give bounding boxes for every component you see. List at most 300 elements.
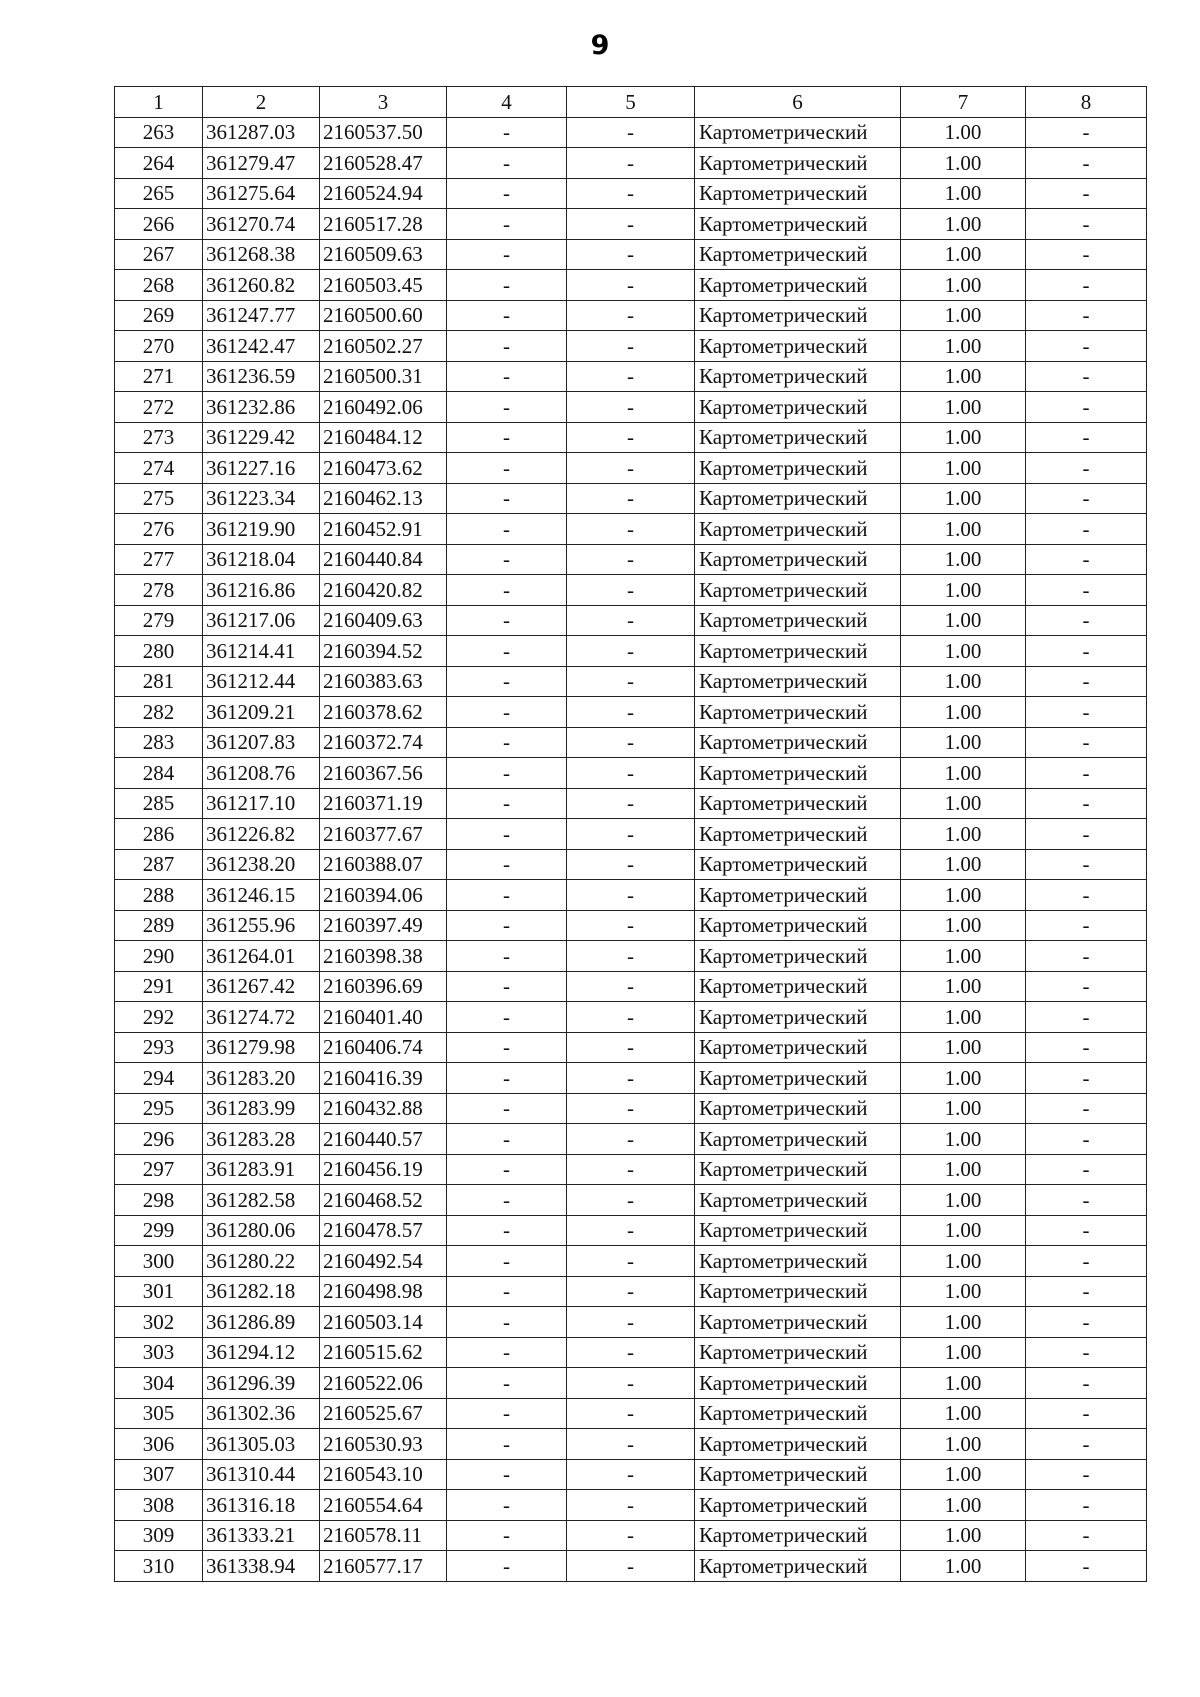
point-number-cell: 307 [115, 1459, 203, 1490]
table-row [115, 1246, 1147, 1277]
x-coordinate-cell: 361282.58 [203, 1185, 320, 1216]
point-number-cell: 265 [115, 178, 203, 209]
accuracy-cell: 1.00 [901, 1032, 1026, 1063]
col5-cell: - [567, 1429, 695, 1460]
y-coordinate-cell: 2160524.94 [320, 178, 447, 209]
x-coordinate-cell: 361238.20 [203, 849, 320, 880]
method-cell: Картометрический [695, 1490, 901, 1521]
col5-cell: - [567, 971, 695, 1002]
col4-cell: - [447, 1124, 567, 1155]
x-coordinate-cell: 361282.18 [203, 1276, 320, 1307]
y-coordinate-cell: 2160517.28 [320, 209, 447, 240]
table-row [115, 270, 1147, 301]
col5-cell: - [567, 148, 695, 179]
table-row [115, 971, 1147, 1002]
point-number-cell: 297 [115, 1154, 203, 1185]
method-cell: Картометрический [695, 1551, 901, 1582]
col4-cell: - [447, 849, 567, 880]
y-coordinate-cell: 2160577.17 [320, 1551, 447, 1582]
table-row [115, 1337, 1147, 1368]
point-number-cell: 296 [115, 1124, 203, 1155]
point-number-cell: 287 [115, 849, 203, 880]
col4-cell: - [447, 148, 567, 179]
col5-cell: - [567, 880, 695, 911]
accuracy-cell: 1.00 [901, 239, 1026, 270]
point-number-cell: 275 [115, 483, 203, 514]
col5-cell: - [567, 1032, 695, 1063]
method-cell: Картометрический [695, 788, 901, 819]
x-coordinate-cell: 361267.42 [203, 971, 320, 1002]
method-cell: Картометрический [695, 605, 901, 636]
point-number-cell: 295 [115, 1093, 203, 1124]
col8-cell: - [1026, 483, 1147, 514]
col8-cell: - [1026, 1459, 1147, 1490]
col5-cell: - [567, 1337, 695, 1368]
y-coordinate-cell: 2160578.11 [320, 1520, 447, 1551]
col5-cell: - [567, 178, 695, 209]
method-cell: Картометрический [695, 636, 901, 667]
accuracy-cell: 1.00 [901, 361, 1026, 392]
table-row [115, 849, 1147, 880]
col8-cell: - [1026, 1398, 1147, 1429]
col8-cell: - [1026, 209, 1147, 240]
col8-cell: - [1026, 1002, 1147, 1033]
col8-cell: - [1026, 1154, 1147, 1185]
x-coordinate-cell: 361283.99 [203, 1093, 320, 1124]
x-coordinate-cell: 361246.15 [203, 880, 320, 911]
accuracy-cell: 1.00 [901, 483, 1026, 514]
method-cell: Картометрический [695, 1459, 901, 1490]
y-coordinate-cell: 2160394.06 [320, 880, 447, 911]
point-number-cell: 288 [115, 880, 203, 911]
col8-cell: - [1026, 697, 1147, 728]
point-number-cell: 309 [115, 1520, 203, 1551]
y-coordinate-cell: 2160371.19 [320, 788, 447, 819]
method-cell: Картометрический [695, 727, 901, 758]
point-number-cell: 268 [115, 270, 203, 301]
col5-cell: - [567, 514, 695, 545]
y-coordinate-cell: 2160432.88 [320, 1093, 447, 1124]
x-coordinate-cell: 361247.77 [203, 300, 320, 331]
col4-cell: - [447, 1459, 567, 1490]
accuracy-cell: 1.00 [901, 392, 1026, 423]
table-row [115, 727, 1147, 758]
col4-cell: - [447, 575, 567, 606]
method-cell: Картометрический [695, 941, 901, 972]
accuracy-cell: 1.00 [901, 1368, 1026, 1399]
table-row [115, 117, 1147, 148]
col4-cell: - [447, 636, 567, 667]
method-cell: Картометрический [695, 1063, 901, 1094]
col4-cell: - [447, 514, 567, 545]
point-number-cell: 280 [115, 636, 203, 667]
col5-cell: - [567, 819, 695, 850]
accuracy-cell: 1.00 [901, 880, 1026, 911]
col8-cell: - [1026, 1337, 1147, 1368]
accuracy-cell: 1.00 [901, 270, 1026, 301]
accuracy-cell: 1.00 [901, 544, 1026, 575]
y-coordinate-cell: 2160554.64 [320, 1490, 447, 1521]
col8-cell: - [1026, 331, 1147, 362]
col4-cell: - [447, 1246, 567, 1277]
point-number-cell: 310 [115, 1551, 203, 1582]
point-number-cell: 282 [115, 697, 203, 728]
y-coordinate-cell: 2160398.38 [320, 941, 447, 972]
y-coordinate-cell: 2160383.63 [320, 666, 447, 697]
col8-cell: - [1026, 910, 1147, 941]
col8-cell: - [1026, 117, 1147, 148]
table-row [115, 239, 1147, 270]
table-row [115, 819, 1147, 850]
point-number-cell: 273 [115, 422, 203, 453]
x-coordinate-cell: 361242.47 [203, 331, 320, 362]
method-cell: Картометрический [695, 1520, 901, 1551]
col5-cell: - [567, 1002, 695, 1033]
point-number-cell: 274 [115, 453, 203, 484]
table-row [115, 422, 1147, 453]
method-cell: Картометрический [695, 1368, 901, 1399]
col8-cell: - [1026, 1246, 1147, 1277]
method-cell: Картометрический [695, 1337, 901, 1368]
x-coordinate-cell: 361219.90 [203, 514, 320, 545]
point-number-cell: 303 [115, 1337, 203, 1368]
col4-cell: - [447, 697, 567, 728]
col5-cell: - [567, 1124, 695, 1155]
point-number-cell: 286 [115, 819, 203, 850]
method-cell: Картометрический [695, 1154, 901, 1185]
point-number-cell: 269 [115, 300, 203, 331]
accuracy-cell: 1.00 [901, 941, 1026, 972]
point-number-cell: 281 [115, 666, 203, 697]
col8-cell: - [1026, 1307, 1147, 1338]
accuracy-cell: 1.00 [901, 300, 1026, 331]
point-number-cell: 277 [115, 544, 203, 575]
accuracy-cell: 1.00 [901, 514, 1026, 545]
y-coordinate-cell: 2160377.67 [320, 819, 447, 850]
table-row [115, 910, 1147, 941]
table-row [115, 392, 1147, 423]
y-coordinate-cell: 2160420.82 [320, 575, 447, 606]
table-row [115, 636, 1147, 667]
x-coordinate-cell: 361280.06 [203, 1215, 320, 1246]
col4-cell: - [447, 1185, 567, 1216]
method-cell: Картометрический [695, 1093, 901, 1124]
x-coordinate-cell: 361296.39 [203, 1368, 320, 1399]
col4-cell: - [447, 1002, 567, 1033]
point-number-cell: 267 [115, 239, 203, 270]
col5-cell: - [567, 1490, 695, 1521]
col8-cell: - [1026, 514, 1147, 545]
method-cell: Картометрический [695, 1215, 901, 1246]
col8-cell: - [1026, 971, 1147, 1002]
col5-cell: - [567, 209, 695, 240]
y-coordinate-cell: 2160462.13 [320, 483, 447, 514]
point-number-cell: 299 [115, 1215, 203, 1246]
col5-cell: - [567, 1307, 695, 1338]
point-number-cell: 264 [115, 148, 203, 179]
table-row [115, 1185, 1147, 1216]
y-coordinate-cell: 2160394.52 [320, 636, 447, 667]
page-number: 9 [590, 30, 610, 61]
x-coordinate-cell: 361226.82 [203, 819, 320, 850]
y-coordinate-cell: 2160492.06 [320, 392, 447, 423]
method-cell: Картометрический [695, 1185, 901, 1216]
col5-cell: - [567, 636, 695, 667]
x-coordinate-cell: 361260.82 [203, 270, 320, 301]
col8-cell: - [1026, 1368, 1147, 1399]
col8-cell: - [1026, 544, 1147, 575]
y-coordinate-cell: 2160440.57 [320, 1124, 447, 1155]
point-number-cell: 284 [115, 758, 203, 789]
method-cell: Картометрический [695, 453, 901, 484]
col4-cell: - [447, 453, 567, 484]
table-row [115, 941, 1147, 972]
method-cell: Картометрический [695, 331, 901, 362]
col4-cell: - [447, 1520, 567, 1551]
column-header: 6 [695, 87, 901, 118]
col8-cell: - [1026, 270, 1147, 301]
col5-cell: - [567, 1368, 695, 1399]
point-number-cell: 289 [115, 910, 203, 941]
col5-cell: - [567, 392, 695, 423]
method-cell: Картометрический [695, 1032, 901, 1063]
table-row [115, 1459, 1147, 1490]
col5-cell: - [567, 453, 695, 484]
table-row [115, 1154, 1147, 1185]
col4-cell: - [447, 1063, 567, 1094]
point-number-cell: 266 [115, 209, 203, 240]
table-row [115, 1093, 1147, 1124]
col8-cell: - [1026, 300, 1147, 331]
table-row [115, 1215, 1147, 1246]
point-number-cell: 279 [115, 605, 203, 636]
y-coordinate-cell: 2160503.45 [320, 270, 447, 301]
point-number-cell: 271 [115, 361, 203, 392]
col8-cell: - [1026, 178, 1147, 209]
col4-cell: - [447, 1368, 567, 1399]
col4-cell: - [447, 117, 567, 148]
col8-cell: - [1026, 666, 1147, 697]
col8-cell: - [1026, 941, 1147, 972]
col8-cell: - [1026, 605, 1147, 636]
accuracy-cell: 1.00 [901, 422, 1026, 453]
table-row [115, 788, 1147, 819]
accuracy-cell: 1.00 [901, 1154, 1026, 1185]
accuracy-cell: 1.00 [901, 788, 1026, 819]
y-coordinate-cell: 2160498.98 [320, 1276, 447, 1307]
col4-cell: - [447, 788, 567, 819]
x-coordinate-cell: 361229.42 [203, 422, 320, 453]
table-header-row [115, 87, 1147, 118]
col5-cell: - [567, 910, 695, 941]
col4-cell: - [447, 727, 567, 758]
col4-cell: - [447, 300, 567, 331]
accuracy-cell: 1.00 [901, 1307, 1026, 1338]
point-number-cell: 276 [115, 514, 203, 545]
y-coordinate-cell: 2160440.84 [320, 544, 447, 575]
method-cell: Картометрический [695, 575, 901, 606]
accuracy-cell: 1.00 [901, 331, 1026, 362]
col4-cell: - [447, 361, 567, 392]
accuracy-cell: 1.00 [901, 453, 1026, 484]
col4-cell: - [447, 1398, 567, 1429]
table-row [115, 1520, 1147, 1551]
col4-cell: - [447, 819, 567, 850]
accuracy-cell: 1.00 [901, 1337, 1026, 1368]
column-header: 1 [115, 87, 203, 118]
col5-cell: - [567, 941, 695, 972]
accuracy-cell: 1.00 [901, 117, 1026, 148]
col4-cell: - [447, 880, 567, 911]
table-row [115, 1276, 1147, 1307]
accuracy-cell: 1.00 [901, 178, 1026, 209]
x-coordinate-cell: 361217.10 [203, 788, 320, 819]
table-row [115, 605, 1147, 636]
point-number-cell: 300 [115, 1246, 203, 1277]
point-number-cell: 278 [115, 575, 203, 606]
method-cell: Картометрический [695, 209, 901, 240]
method-cell: Картометрический [695, 1246, 901, 1277]
method-cell: Картометрический [695, 1276, 901, 1307]
point-number-cell: 298 [115, 1185, 203, 1216]
table-row [115, 1002, 1147, 1033]
x-coordinate-cell: 361279.47 [203, 148, 320, 179]
point-number-cell: 304 [115, 1368, 203, 1399]
table-row [115, 544, 1147, 575]
col8-cell: - [1026, 1276, 1147, 1307]
col8-cell: - [1026, 575, 1147, 606]
x-coordinate-cell: 361275.64 [203, 178, 320, 209]
point-number-cell: 302 [115, 1307, 203, 1338]
col5-cell: - [567, 1459, 695, 1490]
table-row [115, 1124, 1147, 1155]
method-cell: Картометрический [695, 422, 901, 453]
col5-cell: - [567, 788, 695, 819]
table-row [115, 361, 1147, 392]
col5-cell: - [567, 544, 695, 575]
x-coordinate-cell: 361209.21 [203, 697, 320, 728]
table-row [115, 209, 1147, 240]
col5-cell: - [567, 1154, 695, 1185]
y-coordinate-cell: 2160478.57 [320, 1215, 447, 1246]
col8-cell: - [1026, 1429, 1147, 1460]
point-number-cell: 263 [115, 117, 203, 148]
x-coordinate-cell: 361255.96 [203, 910, 320, 941]
col5-cell: - [567, 1215, 695, 1246]
table-row [115, 880, 1147, 911]
column-header: 8 [1026, 87, 1147, 118]
y-coordinate-cell: 2160509.63 [320, 239, 447, 270]
method-cell: Картометрический [695, 1307, 901, 1338]
col8-cell: - [1026, 1490, 1147, 1521]
table-row [115, 148, 1147, 179]
x-coordinate-cell: 361305.03 [203, 1429, 320, 1460]
col4-cell: - [447, 178, 567, 209]
table-row [115, 1032, 1147, 1063]
x-coordinate-cell: 361216.86 [203, 575, 320, 606]
y-coordinate-cell: 2160456.19 [320, 1154, 447, 1185]
col5-cell: - [567, 1551, 695, 1582]
col4-cell: - [447, 1307, 567, 1338]
method-cell: Картометрический [695, 239, 901, 270]
x-coordinate-cell: 361264.01 [203, 941, 320, 972]
accuracy-cell: 1.00 [901, 1215, 1026, 1246]
table-row [115, 300, 1147, 331]
y-coordinate-cell: 2160401.40 [320, 1002, 447, 1033]
col5-cell: - [567, 1520, 695, 1551]
x-coordinate-cell: 361310.44 [203, 1459, 320, 1490]
point-number-cell: 308 [115, 1490, 203, 1521]
accuracy-cell: 1.00 [901, 1063, 1026, 1094]
x-coordinate-cell: 361283.20 [203, 1063, 320, 1094]
accuracy-cell: 1.00 [901, 1276, 1026, 1307]
x-coordinate-cell: 361223.34 [203, 483, 320, 514]
x-coordinate-cell: 361236.59 [203, 361, 320, 392]
y-coordinate-cell: 2160473.62 [320, 453, 447, 484]
col4-cell: - [447, 422, 567, 453]
y-coordinate-cell: 2160452.91 [320, 514, 447, 545]
x-coordinate-cell: 361208.76 [203, 758, 320, 789]
method-cell: Картометрический [695, 697, 901, 728]
col8-cell: - [1026, 1063, 1147, 1094]
accuracy-cell: 1.00 [901, 209, 1026, 240]
col4-cell: - [447, 1215, 567, 1246]
x-coordinate-cell: 361270.74 [203, 209, 320, 240]
accuracy-cell: 1.00 [901, 575, 1026, 606]
column-header: 3 [320, 87, 447, 118]
point-number-cell: 294 [115, 1063, 203, 1094]
col5-cell: - [567, 1063, 695, 1094]
col4-cell: - [447, 1429, 567, 1460]
table-row [115, 178, 1147, 209]
table-row [115, 758, 1147, 789]
y-coordinate-cell: 2160378.62 [320, 697, 447, 728]
col8-cell: - [1026, 148, 1147, 179]
table-row [115, 1429, 1147, 1460]
table-row [115, 453, 1147, 484]
col5-cell: - [567, 422, 695, 453]
x-coordinate-cell: 361232.86 [203, 392, 320, 423]
table-row [115, 1398, 1147, 1429]
col8-cell: - [1026, 788, 1147, 819]
method-cell: Картометрический [695, 1124, 901, 1155]
x-coordinate-cell: 361212.44 [203, 666, 320, 697]
col4-cell: - [447, 239, 567, 270]
accuracy-cell: 1.00 [901, 758, 1026, 789]
table-row [115, 1551, 1147, 1582]
accuracy-cell: 1.00 [901, 1459, 1026, 1490]
accuracy-cell: 1.00 [901, 1551, 1026, 1582]
y-coordinate-cell: 2160537.50 [320, 117, 447, 148]
col5-cell: - [567, 361, 695, 392]
col4-cell: - [447, 1093, 567, 1124]
x-coordinate-cell: 361287.03 [203, 117, 320, 148]
method-cell: Картометрический [695, 300, 901, 331]
accuracy-cell: 1.00 [901, 1520, 1026, 1551]
col4-cell: - [447, 605, 567, 636]
column-header: 2 [203, 87, 320, 118]
y-coordinate-cell: 2160528.47 [320, 148, 447, 179]
table-row [115, 514, 1147, 545]
method-cell: Картометрический [695, 148, 901, 179]
y-coordinate-cell: 2160502.27 [320, 331, 447, 362]
table-row [115, 1490, 1147, 1521]
x-coordinate-cell: 361294.12 [203, 1337, 320, 1368]
table-row [115, 1368, 1147, 1399]
col5-cell: - [567, 758, 695, 789]
y-coordinate-cell: 2160397.49 [320, 910, 447, 941]
col8-cell: - [1026, 1093, 1147, 1124]
